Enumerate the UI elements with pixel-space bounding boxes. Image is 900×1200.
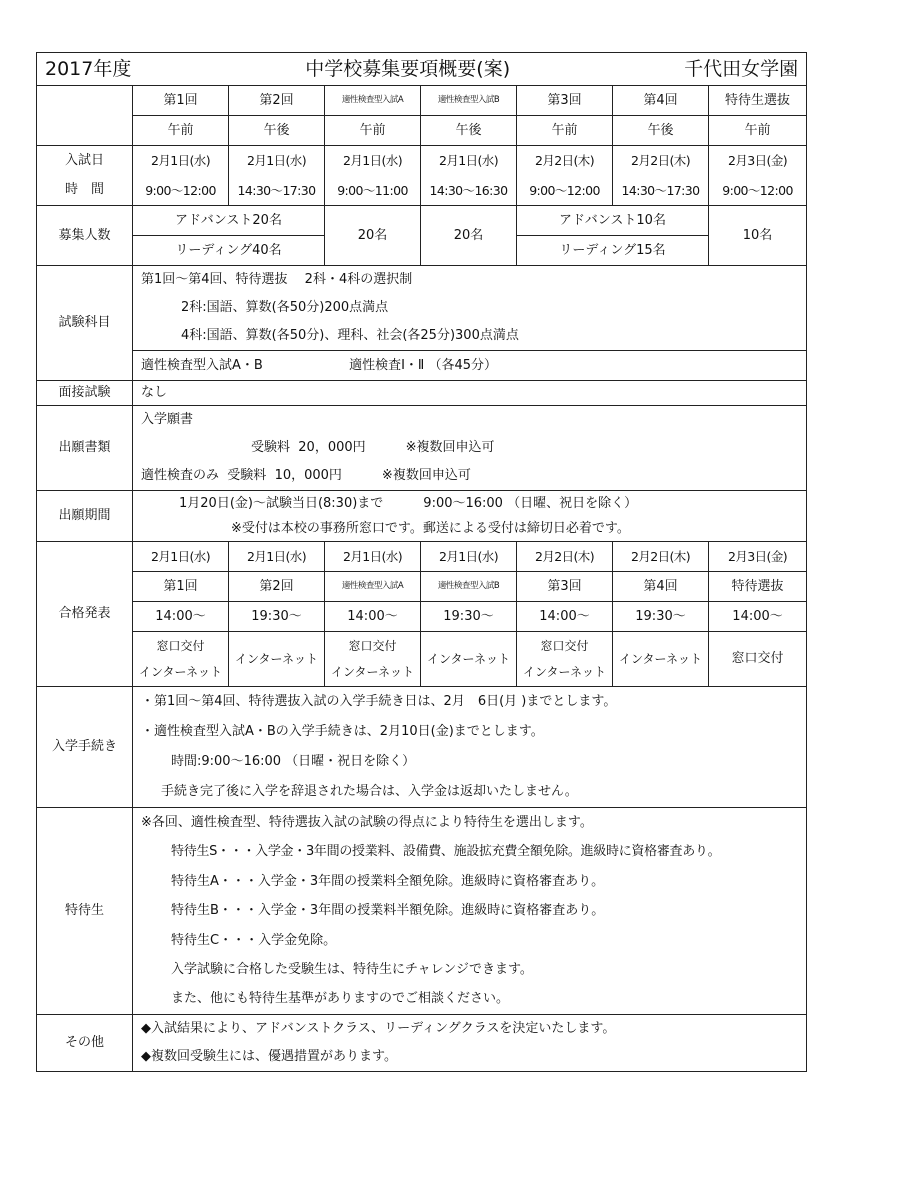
documents-label: 出願書類 bbox=[37, 406, 133, 491]
exam-name: 特待生選抜 bbox=[709, 86, 807, 116]
results-label: 合格発表 bbox=[37, 542, 133, 687]
fee-amount: 10，000円 bbox=[274, 468, 342, 483]
fee-note: ※複数回申込可 bbox=[381, 468, 471, 483]
exam-date: 2月1日(水) bbox=[421, 146, 517, 176]
capacity-tokutai: 10名 bbox=[709, 206, 807, 266]
result-time: 19:30～ bbox=[229, 602, 325, 632]
tekisei-only-label: 適性検査のみ bbox=[141, 468, 220, 483]
result-method bbox=[325, 632, 421, 687]
period-range: 1月20日(金)～試験当日(8:30)まで bbox=[179, 496, 384, 511]
result-date: 2月1日(水) bbox=[421, 542, 517, 572]
result-method bbox=[517, 632, 613, 687]
fee-label: 受験料 bbox=[227, 468, 267, 483]
subjects-line: 4科:国語、算数(各50分)、理科、社会(各25分)300点満点 bbox=[181, 328, 519, 343]
exam-date: 2月1日(水) bbox=[133, 146, 229, 176]
admission-summary-document bbox=[36, 52, 806, 1072]
scholarship-line: ※各回、適性検査型、特待選抜入試の試験の得点により特待生を選出します。 bbox=[141, 815, 593, 830]
subjects-line: 2科:国語、算数(各50分)200点満点 bbox=[181, 300, 389, 315]
result-method bbox=[613, 632, 709, 687]
result-time: 14:00～ bbox=[133, 602, 229, 632]
interview-label: 面接試験 bbox=[37, 381, 133, 406]
other-line: ◆入試結果により、アドバンストクラス、リーディングクラスを決定いたします。 bbox=[141, 1021, 616, 1036]
documents-fee-row bbox=[141, 434, 798, 462]
documents-detail bbox=[133, 406, 807, 491]
period-detail bbox=[133, 491, 807, 542]
period-note: ※受付は本校の事務所窓口です。郵送による受付は締切日必着です。 bbox=[231, 521, 630, 536]
scholarship-line: 特待生A・・・入学金・3年間の授業料全額免除。進級時に資格審査あり。 bbox=[171, 873, 605, 889]
result-method bbox=[421, 632, 517, 687]
exam-time-of-day: 午前 bbox=[133, 116, 229, 146]
capacity-tekisei-b: 20名 bbox=[421, 206, 517, 266]
result-method bbox=[133, 632, 229, 687]
result-exam-name: 特待選抜 bbox=[709, 572, 807, 602]
result-method-secondary: インターネット bbox=[523, 665, 606, 679]
result-method bbox=[709, 632, 807, 687]
result-date: 2月1日(水) bbox=[325, 542, 421, 572]
capacity-advance-first: アドバンスト20名 bbox=[133, 206, 325, 236]
document-header bbox=[37, 53, 807, 86]
admission-table bbox=[36, 52, 807, 1072]
subjects-label: 試験科目 bbox=[37, 266, 133, 381]
result-exam-name: 適性検査型入試B bbox=[421, 572, 517, 602]
result-method-primary: 窓口交付 bbox=[731, 651, 784, 667]
result-time: 19:30～ bbox=[421, 602, 517, 632]
result-time: 14:00～ bbox=[709, 602, 807, 632]
result-date: 2月1日(水) bbox=[133, 542, 229, 572]
scholarship-line: また、他にも特待生基準がありますのでご相談ください。 bbox=[171, 991, 510, 1007]
scholarship-line: 特待生S・・・入学金・3年間の授業料、設備費、施設拡充費全額免除。進級時に資格審査あり。 bbox=[171, 844, 721, 860]
exam-time-label: 時 間 bbox=[37, 176, 133, 206]
exam-date: 2月2日(木) bbox=[613, 146, 709, 176]
period-label: 出願期間 bbox=[37, 491, 133, 542]
result-method-primary: 窓口交付 bbox=[156, 639, 205, 653]
exam-time: 9:00～12:00 bbox=[517, 176, 613, 206]
other-detail bbox=[133, 1015, 807, 1072]
documents-tekisei-fee-row bbox=[141, 462, 798, 490]
document-title: 中学校募集要項概要(案) bbox=[305, 57, 511, 80]
other-line: ◆複数回受験生には、優遇措置があります。 bbox=[141, 1049, 397, 1064]
exam-time-of-day: 午前 bbox=[517, 116, 613, 146]
result-method-primary: 窓口交付 bbox=[540, 639, 589, 653]
interview-value: なし bbox=[133, 381, 807, 406]
exam-name: 適性検査型入試B bbox=[421, 86, 517, 116]
result-method-primary: 窓口交付 bbox=[348, 639, 397, 653]
exam-name: 第4回 bbox=[613, 86, 709, 116]
exam-date: 2月2日(木) bbox=[517, 146, 613, 176]
capacity-reading-first: リーディング40名 bbox=[133, 236, 325, 266]
result-exam-name: 第4回 bbox=[613, 572, 709, 602]
scholarship-detail bbox=[133, 808, 807, 1015]
result-method-primary: インターネット bbox=[427, 651, 510, 666]
subjects-detail bbox=[133, 266, 807, 351]
exam-name: 第1回 bbox=[133, 86, 229, 116]
capacity-advance-second: アドバンスト10名 bbox=[517, 206, 709, 236]
scholarship-line: 特待生C・・・入学金免除。 bbox=[171, 932, 337, 948]
subjects-line: 第1回～第4回、特待選抜 2科・4科の選択制 bbox=[141, 272, 413, 287]
scholarship-label: 特待生 bbox=[37, 808, 133, 1015]
exam-time-of-day: 午後 bbox=[613, 116, 709, 146]
capacity-reading-second: リーディング15名 bbox=[517, 236, 709, 266]
result-date: 2月2日(木) bbox=[613, 542, 709, 572]
result-method-secondary: インターネット bbox=[139, 665, 222, 679]
enrollment-line: ・適性検査型入試A・Bの入学手続きは、2月10日(金)までとします。 bbox=[141, 724, 544, 739]
enrollment-detail bbox=[133, 687, 807, 808]
exam-time-of-day: 午前 bbox=[709, 116, 807, 146]
other-label: その他 bbox=[37, 1015, 133, 1072]
enrollment-line: 手続き完了後に入学を辞退された場合は、入学金は返却いたしません。 bbox=[161, 784, 578, 799]
period-hours: 9:00～16:00 （日曜、祝日を除く） bbox=[423, 496, 638, 511]
exam-name: 適性検査型入試A bbox=[325, 86, 421, 116]
exam-date: 2月1日(水) bbox=[325, 146, 421, 176]
subjects-tekisei-detail: 適性検査Ⅰ・Ⅱ （各45分） bbox=[349, 357, 498, 373]
exam-time: 9:00～12:00 bbox=[709, 176, 807, 206]
capacity-label: 募集人数 bbox=[37, 206, 133, 266]
result-method-primary: インターネット bbox=[619, 651, 702, 666]
result-method bbox=[229, 632, 325, 687]
exam-time: 14:30～17:30 bbox=[613, 176, 709, 206]
fee-note: ※複数回申込可 bbox=[405, 440, 495, 455]
documents-application: 入学願書 bbox=[141, 412, 194, 427]
result-time: 14:00～ bbox=[325, 602, 421, 632]
subjects-tekisei-label: 適性検査型入試A・B bbox=[141, 357, 263, 373]
exam-time: 9:00～12:00 bbox=[133, 176, 229, 206]
exam-time: 9:00～11:00 bbox=[325, 176, 421, 206]
capacity-tekisei-a: 20名 bbox=[325, 206, 421, 266]
result-date: 2月3日(金) bbox=[709, 542, 807, 572]
fiscal-year: 2017年度 bbox=[45, 57, 132, 80]
header-blank-cell bbox=[37, 86, 133, 146]
exam-name: 第3回 bbox=[517, 86, 613, 116]
exam-time-of-day: 午後 bbox=[229, 116, 325, 146]
enrollment-label: 入学手続き bbox=[37, 687, 133, 808]
school-name: 千代田女学園 bbox=[684, 57, 799, 80]
enrollment-line: 時間:9:00～16:00 （日曜・祝日を除く） bbox=[171, 754, 416, 769]
fee-amount: 20，000円 bbox=[298, 440, 366, 455]
exam-time: 14:30～17:30 bbox=[229, 176, 325, 206]
exam-date: 2月3日(金) bbox=[709, 146, 807, 176]
exam-name: 第2回 bbox=[229, 86, 325, 116]
exam-time-of-day: 午後 bbox=[421, 116, 517, 146]
result-exam-name: 第1回 bbox=[133, 572, 229, 602]
result-exam-name: 第2回 bbox=[229, 572, 325, 602]
exam-time: 14:30～16:30 bbox=[421, 176, 517, 206]
result-date: 2月2日(木) bbox=[517, 542, 613, 572]
fee-label: 受験料 bbox=[251, 440, 291, 455]
subjects-tekisei bbox=[133, 351, 807, 381]
result-time: 14:00～ bbox=[517, 602, 613, 632]
scholarship-line: 入学試験に合格した受験生は、特待生にチャレンジできます。 bbox=[171, 962, 533, 978]
result-method-secondary: インターネット bbox=[331, 665, 414, 679]
exam-time-of-day: 午前 bbox=[325, 116, 421, 146]
result-method-primary: インターネット bbox=[235, 651, 318, 666]
scholarship-line: 特待生B・・・入学金・3年間の授業料半額免除。進級時に資格審査あり。 bbox=[171, 903, 605, 919]
exam-date: 2月1日(水) bbox=[229, 146, 325, 176]
result-time: 19:30～ bbox=[613, 602, 709, 632]
result-exam-name: 第3回 bbox=[517, 572, 613, 602]
period-dates bbox=[141, 491, 798, 517]
result-exam-name: 適性検査型入試A bbox=[325, 572, 421, 602]
exam-date-label: 入試日 bbox=[37, 146, 133, 176]
result-date: 2月1日(水) bbox=[229, 542, 325, 572]
enrollment-line: ・第1回～第4回、特待選抜入試の入学手続き日は、2月 6日(月 )までとします。 bbox=[141, 694, 617, 709]
